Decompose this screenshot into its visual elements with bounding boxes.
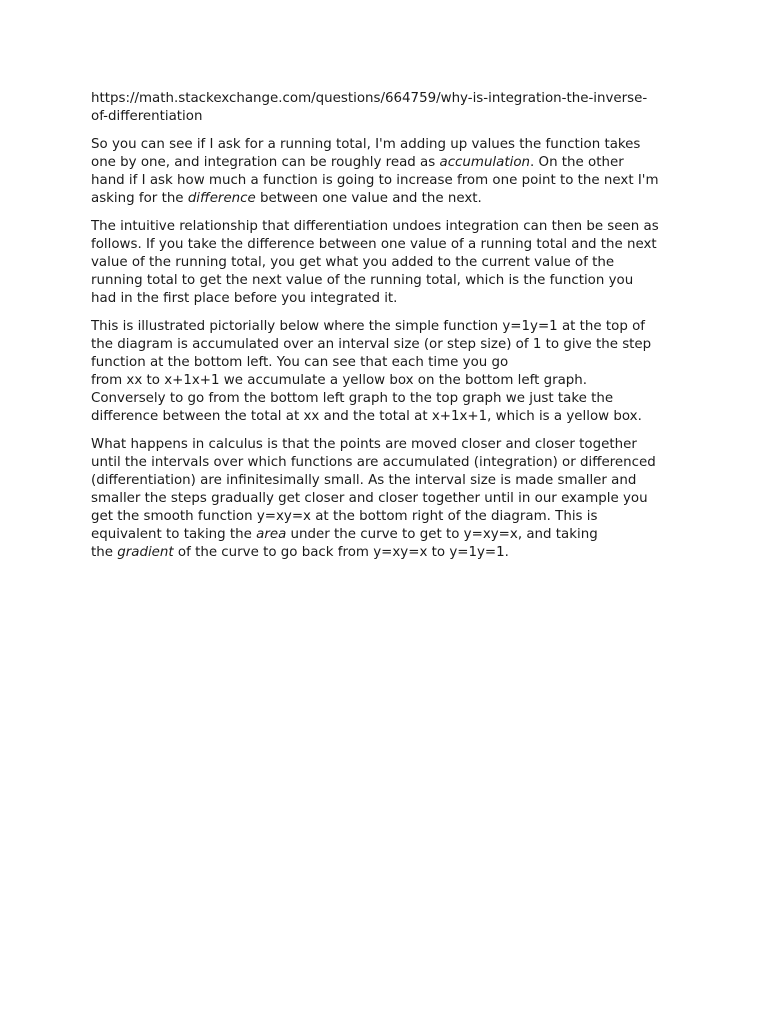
p4-emphasis-gradient: gradient	[117, 545, 174, 560]
p1-emphasis-difference: difference	[187, 191, 256, 206]
document-body	[91, 90, 681, 572]
paragraph-running-total	[91, 136, 681, 208]
paragraph-calculus	[91, 436, 681, 562]
p1-emphasis-accumulation: accumulation	[439, 155, 531, 170]
paragraph-illustration: This is illustrated pictorially below where the simple function y=1y=1 at the top of the diagram is accumulated over an interval size (or step size) of 1 to give the step function at the bottom left. You can see that each time you go from xx to x+1x+1 we accumulate a yellow box on the bottom left graph. Conversely to go from the bottom left graph to the top graph we just take the difference between the total at xx and the total at x+1x+1, which is a yellow box.	[91, 319, 652, 424]
p4-text-c: of the curve to go back from y=xy=x to y=1y=1.	[173, 545, 509, 560]
p4-emphasis-area: area	[256, 527, 287, 542]
p1-text-c: between one value and the next.	[255, 191, 482, 206]
p1-text-b: . On the other hand if I ask how much a function is going to increase from one point to the next I'm asking for the	[91, 155, 659, 206]
p4-text-a: What happens in calculus is that the points are moved closer and closer together until the intervals over which functions are accumulated (integration) or differenced (differentiation) are infinitesimally small. As the interval size is made smaller and smaller the steps gradually get closer and closer together until in our example you get the smooth function y=xy=x at the bottom right of the diagram. This is equivalent to taking the	[91, 437, 656, 542]
paragraph-intuitive-relationship: The intuitive relationship that differentiation undoes integration can then be seen as follows. If you take the difference between one value of a running total and the next value of the running total, you get what you added to the current value of the running total to get the next value of the running total, which is the function you had in the first place before you integrated it.	[91, 219, 659, 306]
p1-text-a: So you can see if I ask for a running total, I'm adding up values the function takes one by one, and integration can be roughly read as	[91, 137, 641, 170]
source-url-line: https://math.stackexchange.com/questions/664759/why-is-integration-the-inverse- of-differentiation	[91, 91, 648, 124]
p4-text-b: under the curve to get to y=xy=x, and taking the	[91, 527, 598, 560]
